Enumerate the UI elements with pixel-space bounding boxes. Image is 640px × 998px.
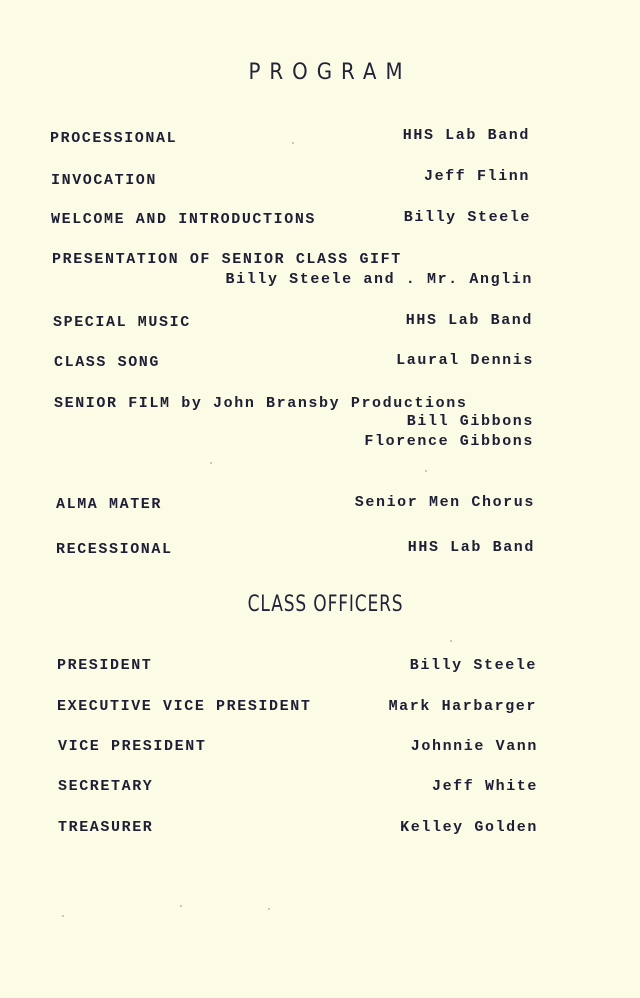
executive-vice-president-value: Mark Harbarger <box>388 698 537 715</box>
welcome-label: WELCOME AND INTRODUCTIONS <box>51 211 317 228</box>
secretary-value: Jeff White <box>431 778 538 795</box>
president-value: Billy Steele <box>409 657 537 674</box>
senior-film-value-1: Bill Gibbons <box>406 413 534 430</box>
paper-speck <box>210 462 212 464</box>
treasurer-label: TREASURER <box>58 819 154 836</box>
program-title: PROGRAM <box>248 60 412 85</box>
president-label: PRESIDENT <box>57 657 153 674</box>
gift-value: Billy Steele and . Mr. Anglin <box>225 271 533 288</box>
vice-president-label: VICE PRESIDENT <box>58 738 207 755</box>
paper-speck <box>425 470 427 472</box>
class-song-label: CLASS SONG <box>54 354 161 371</box>
treasurer-value: Kelley Golden <box>400 819 538 836</box>
executive-vice-president-label: EXECUTIVE VICE PRESIDENT <box>57 698 312 715</box>
recessional-value: HHS Lab Band <box>407 539 535 556</box>
paper-speck <box>450 640 452 642</box>
invocation-value: Jeff Flinn <box>423 168 530 185</box>
welcome-value: Billy Steele <box>403 209 531 226</box>
recessional-label: RECESSIONAL <box>56 541 173 558</box>
processional-value: HHS Lab Band <box>402 127 530 144</box>
invocation-label: INVOCATION <box>51 172 158 189</box>
vice-president-value: Johnnie Vann <box>410 738 538 755</box>
special-music-label: SPECIAL MUSIC <box>53 314 191 331</box>
alma-mater-value: Senior Men Chorus <box>354 494 535 511</box>
senior-film-label: SENIOR FILM by John Bransby Productions <box>54 395 468 412</box>
class-song-value: Laural Dennis <box>396 352 534 369</box>
special-music-value: HHS Lab Band <box>405 312 533 329</box>
secretary-label: SECRETARY <box>58 778 154 795</box>
paper-speck <box>62 915 64 917</box>
processional-label: PROCESSIONAL <box>50 130 178 147</box>
paper-speck <box>268 908 270 910</box>
alma-mater-label: ALMA MATER <box>56 496 163 513</box>
paper-speck <box>292 142 294 144</box>
class-officers-title: CLASS OFFICERS <box>247 592 404 617</box>
gift-label: PRESENTATION OF SENIOR CLASS GIFT <box>52 251 402 268</box>
paper-speck <box>180 905 182 907</box>
senior-film-value-2: Florence Gibbons <box>364 433 534 450</box>
